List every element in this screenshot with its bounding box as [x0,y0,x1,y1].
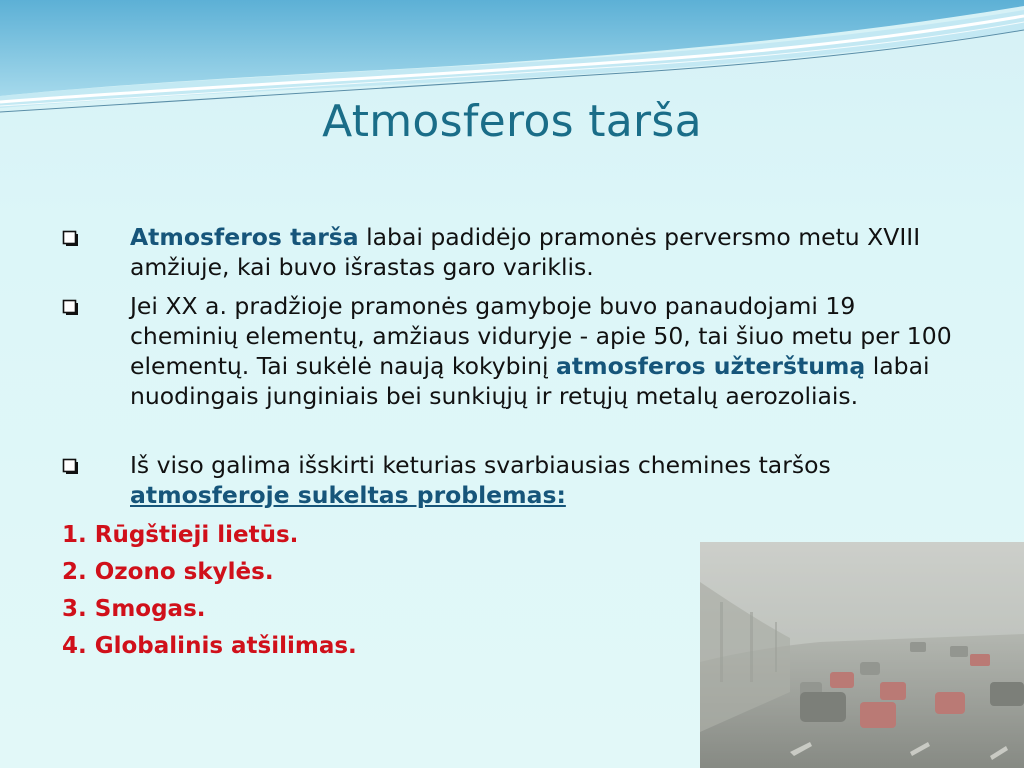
numbered-item-3: 3. Smogas. [62,596,206,622]
slide-title: Atmosferos tarša [322,96,702,147]
bullet-text-1 [130,222,962,282]
keyword: Atmosferos tarša [130,223,359,251]
bullet-text-2 [130,291,962,411]
hollow-square-bullet-icon [62,299,78,315]
smog-traffic-photo [700,542,1024,768]
bullet-text-3 [130,450,962,510]
bullet-item-3 [62,450,962,510]
hollow-square-bullet-icon [62,458,78,474]
bullet-post: labai nuodingais junginiais bei sunkiųjų ir retųjų metalų aerozoliais. [130,352,930,410]
bullet-pre: Jei XX a. pradžioje pramonės gamyboje buvo panaudojami 19 cheminių elementų, amžiaus viduryje - apie 50, tai šiuo metu per 100 elementų. Tai sukėlė naują kokybinį [130,292,952,380]
bullet-pre: Iš viso galima išskirti keturias svarbiausias chemines taršos [130,451,831,479]
numbered-item-4: 4. Globalinis atšilimas. [62,633,357,659]
hollow-square-bullet-icon [62,230,78,246]
numbered-item-2: 2. Ozono skylės. [62,559,274,585]
numbered-item-1: 1. Rūgštieji lietūs. [62,522,299,548]
bullet-rest: labai padidėjo pramonės perversmo metu XVIII amžiuje, kai buvo išrastas garo variklis. [130,223,921,281]
bullet-item-2 [62,291,962,411]
keyword: atmosferos užterštumą [556,352,866,380]
keyword: atmosferoje sukeltas problemas: [130,481,566,509]
bullet-item-1 [62,222,962,282]
